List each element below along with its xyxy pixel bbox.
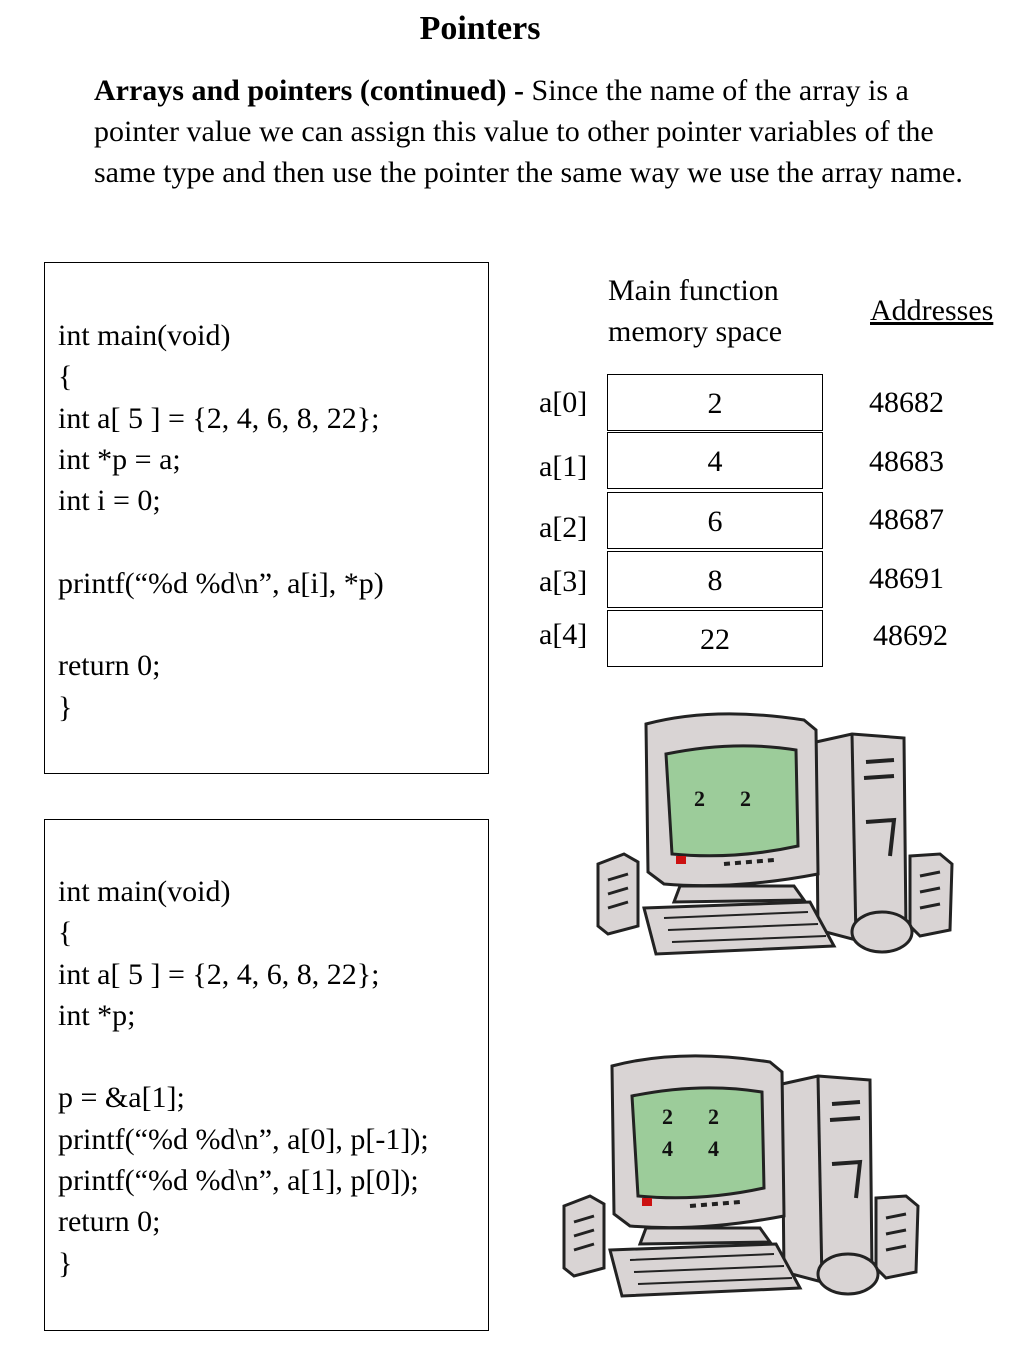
intro-paragraph: [94, 70, 964, 193]
cell-label-1: a[1]: [539, 450, 588, 483]
memory-cell-2: 6: [607, 492, 823, 549]
address-3: 48691: [869, 562, 944, 595]
address-0: 48682: [869, 386, 944, 419]
output1-col1: 2: [694, 786, 705, 811]
memory-cell-3: 8: [607, 551, 823, 608]
code1-line: int a[ 5 ] = {2, 4, 6, 8, 22};: [58, 401, 380, 435]
memory-cell-4: 22: [607, 610, 823, 667]
memory-header: [608, 270, 782, 352]
code-box-1: [44, 262, 489, 774]
output2-row2-col2: 4: [708, 1136, 719, 1161]
code2-line: int main(void): [58, 875, 231, 908]
code-listing-1: [58, 315, 384, 728]
code1-line: printf(“%d %d\n”, a[i], *p): [58, 566, 384, 600]
code1-line: {: [58, 360, 73, 394]
code2-line: printf(“%d %d\n”, a[1], p[0]);: [58, 1164, 419, 1198]
code-listing-2: [58, 871, 429, 1284]
code1-line: int main(void): [58, 319, 231, 352]
page-title: Pointers: [419, 10, 541, 47]
code1-line: [58, 521, 384, 562]
code2-line: p = &a[1];: [58, 1081, 185, 1115]
cell-label-4: a[4]: [539, 618, 588, 651]
code2-line: {: [58, 916, 73, 950]
code2-line: return 0;: [58, 1205, 161, 1239]
cell-label-3: a[3]: [539, 565, 588, 598]
code2-line: int a[ 5 ] = {2, 4, 6, 8, 22};: [58, 957, 380, 991]
code2-line: int *p;: [58, 998, 136, 1032]
code1-line: int *p = a;: [58, 442, 181, 476]
code1-line: int i = 0;: [58, 484, 161, 518]
code1-line: return 0;: [58, 649, 161, 683]
memory-cell-1: 4: [607, 432, 823, 489]
cell-label-0: a[0]: [539, 386, 588, 419]
output1-col2: 2: [740, 786, 751, 811]
code-box-2: [44, 819, 489, 1331]
output2-row1-col1: 2: [662, 1104, 673, 1129]
code2-line: }: [58, 1246, 73, 1280]
addresses-header: Addresses: [870, 294, 994, 327]
intro-text: Since the name of the array is a pointer value we can assign this value to other pointer variables of the same type and then use the pointer the same way we use the array name.: [94, 74, 963, 189]
cell-label-2: a[2]: [539, 511, 588, 544]
computer-icon-2: [560, 1046, 922, 1304]
output2-row2-col1: 4: [662, 1136, 673, 1161]
address-4: 48692: [873, 619, 948, 652]
address-2: 48687: [869, 503, 944, 536]
memory-header-line2: memory space: [608, 315, 783, 348]
address-1: 48683: [869, 445, 944, 478]
memory-cell-0: 2: [607, 374, 823, 431]
memory-header-line1: Main function: [608, 274, 779, 307]
output2-row1-col2: 2: [708, 1104, 719, 1129]
code1-line: }: [58, 690, 73, 724]
code2-line: [58, 1036, 429, 1077]
code1-line: [58, 604, 384, 645]
code2-line: printf(“%d %d\n”, a[0], p[-1]);: [58, 1122, 429, 1156]
computer-icon-1: [594, 704, 956, 962]
intro-heading: Arrays and pointers (continued) -: [94, 74, 532, 107]
